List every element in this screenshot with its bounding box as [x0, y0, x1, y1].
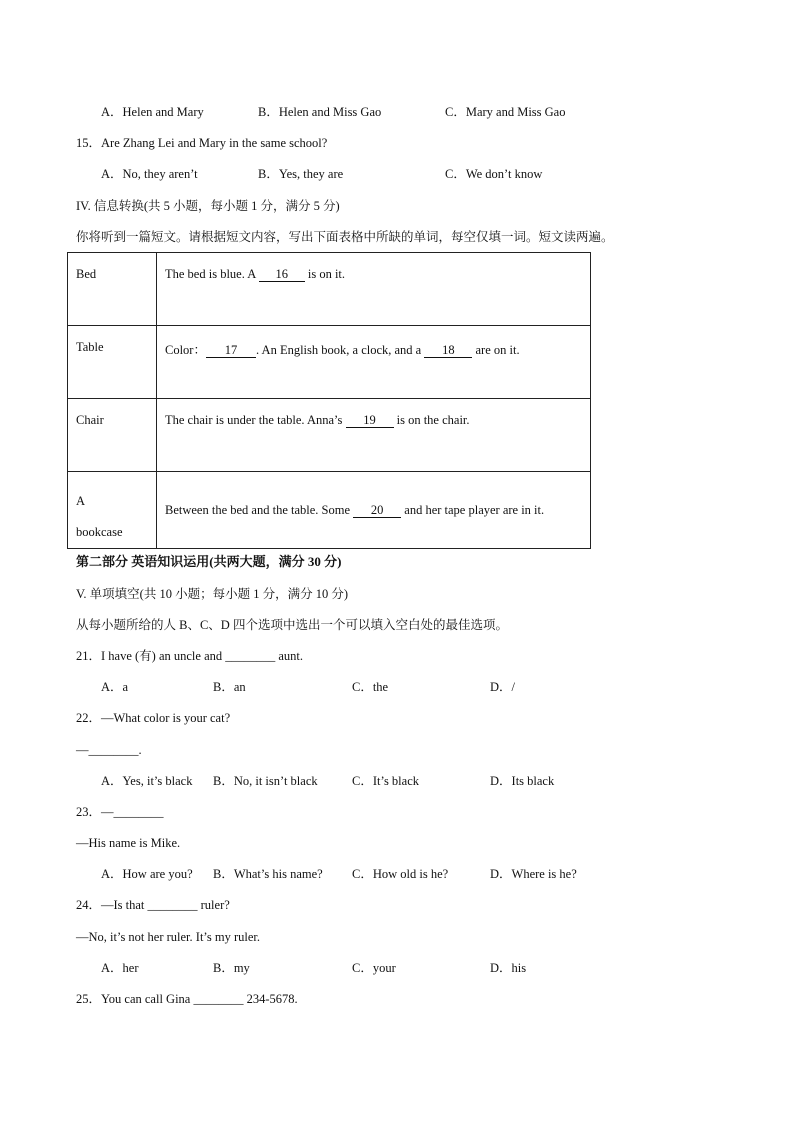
section4-title: IV. 信息转换(共 5 小题，每小题 1 分，满分 5 分)	[76, 199, 340, 213]
q22-line2: —________.	[76, 743, 142, 757]
row-content: Color： 17 . An English book, a clock, and a 18 are on it.	[157, 326, 591, 399]
q23-option-c[interactable]: C．How old is he?	[352, 867, 449, 881]
q22-option-b[interactable]: B．No, it isn’t black	[213, 774, 318, 788]
q24-option-a[interactable]: A．her	[101, 961, 139, 975]
q14-option-b: B．Helen and Miss Gao	[258, 105, 382, 119]
q21-option-c[interactable]: C．the	[352, 680, 389, 694]
q23-line2: —His name is Mike.	[76, 836, 181, 850]
section5-title: V. 单项填空(共 10 小题；每小题 1 分，满分 10 分)	[76, 587, 348, 601]
q22-stem: 22．—What color is your cat?	[76, 711, 231, 725]
blank-16[interactable]: 16	[259, 267, 305, 282]
q21-option-b[interactable]: B．an	[213, 680, 246, 694]
section4-instruction: 你将听到一篇短文。请根据短文内容，写出下面表格中所缺的单词，每空仅填一词。短文读两遍。	[76, 230, 614, 244]
q22-option-c[interactable]: C．It’s black	[352, 774, 420, 788]
row-content: The bed is blue. A 16 is on it.	[157, 253, 591, 326]
q23-stem: 23．—________	[76, 805, 164, 819]
q14-option-c: C．Mary and Miss Gao	[445, 105, 566, 119]
q24-stem: 24．—Is that ________ ruler?	[76, 898, 230, 912]
table-row	[68, 399, 591, 472]
section5-instruction: 从每小题所给的人 B、C、D 四个选项中选出一个可以填入空白处的最佳选项。	[76, 618, 508, 632]
table-row	[68, 253, 591, 326]
blank-19[interactable]: 19	[346, 413, 394, 428]
row-label: Chair	[68, 399, 157, 472]
table-row	[68, 472, 591, 549]
q21-option-d[interactable]: D．/	[490, 680, 516, 694]
q21-option-a[interactable]: A．a	[101, 680, 129, 694]
q15-option-c: C．We don’t know	[445, 167, 543, 181]
info-table	[67, 252, 591, 549]
q24-option-c[interactable]: C．your	[352, 961, 396, 975]
table-row	[68, 326, 591, 399]
q24-option-d[interactable]: D．his	[490, 961, 527, 975]
q15-option-b: B．Yes, they are	[258, 167, 344, 181]
blank-17[interactable]: 17	[206, 343, 256, 358]
q23-option-d[interactable]: D．Where is he?	[490, 867, 577, 881]
q14-option-a: A．Helen and Mary	[101, 105, 204, 119]
q22-option-a[interactable]: A．Yes, it’s black	[101, 774, 193, 788]
row-label: Bed	[68, 253, 157, 326]
q15-stem: 15．Are Zhang Lei and Mary in the same school?	[76, 136, 328, 150]
row-content: Between the bed and the table. Some 20 and her tape player are in it.	[157, 472, 591, 549]
q23-option-a[interactable]: A．How are you?	[101, 867, 193, 881]
q24-option-b[interactable]: B．my	[213, 961, 250, 975]
q15-option-a: A．No, they aren’t	[101, 167, 198, 181]
q21-stem: 21．I have (有) an uncle and ________ aunt.	[76, 649, 304, 663]
row-label: A bookcase	[68, 472, 157, 549]
row-label: Table	[68, 326, 157, 399]
blank-18[interactable]: 18	[424, 343, 472, 358]
q24-line2: —No, it’s not her ruler. It’s my ruler.	[76, 930, 261, 944]
part2-title: 第二部分 英语知识运用(共两大题，满分 30 分)	[76, 554, 342, 569]
q23-option-b[interactable]: B．What’s his name?	[213, 867, 323, 881]
row-content: The chair is under the table. Anna’s 19 is on the chair.	[157, 399, 591, 472]
q25-stem: 25．You can call Gina ________ 234-5678.	[76, 992, 298, 1006]
q22-option-d[interactable]: D．Its black	[490, 774, 555, 788]
blank-20[interactable]: 20	[353, 503, 401, 518]
